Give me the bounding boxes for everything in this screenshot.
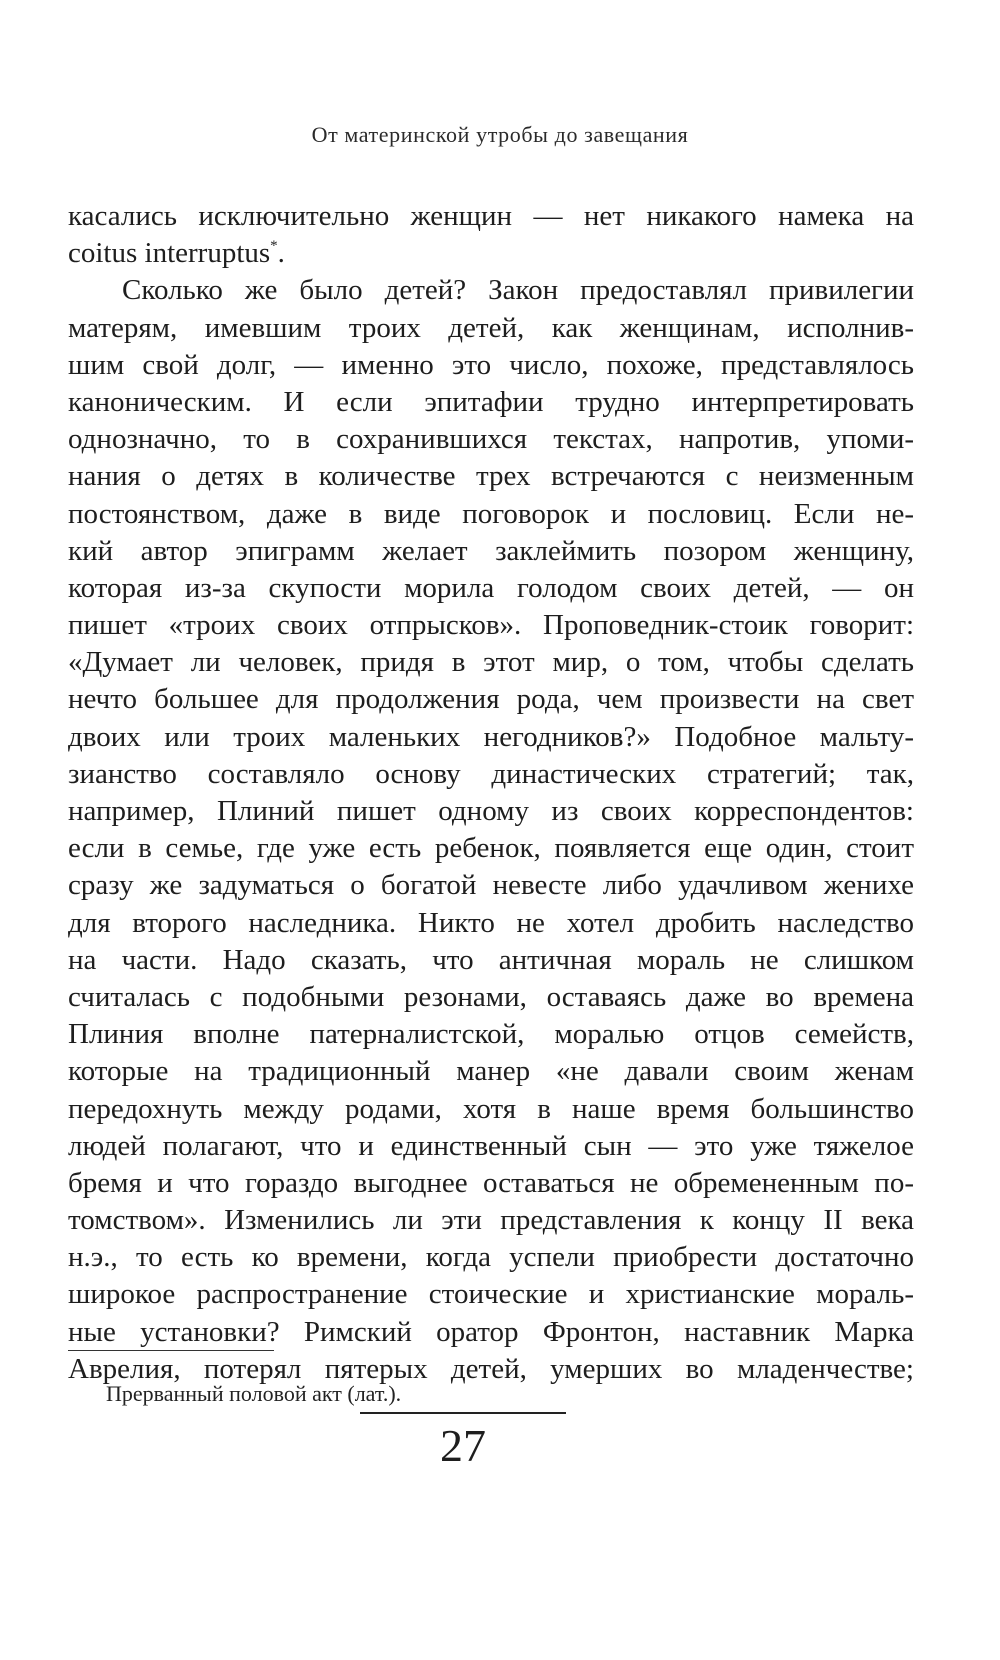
text-line: томством». Изменились ли эти представления к концу II века	[68, 1204, 914, 1237]
footnote-reference-marker[interactable]: *	[270, 238, 278, 255]
text-line: касались исключительно женщин — нет никакого намека на	[68, 200, 914, 232]
text-line: однозначно, то в сохранившихся текстах, напротив, упоми-	[68, 423, 914, 456]
text-line: пишет «троих своих отпрысков». Проповедник-стоик говорит:	[68, 609, 914, 642]
footnote-separator-rule	[68, 1350, 274, 1351]
text-line: шим свой долг, — именно это число, похоже, представлялось	[68, 348, 914, 381]
text-line: зианство составляло основу династических стратегий; так,	[68, 757, 914, 790]
text-line: сразу же задуматься о богатой невесте либо удачливом женихе	[68, 869, 914, 902]
line-end-punctuation: .	[277, 237, 285, 270]
text-line: если в семье, где уже есть ребенок, появляется еще один, стоит	[68, 832, 914, 865]
text-line: например, Плиний пишет одному из своих корреспондентов:	[68, 795, 914, 827]
text-line: каноническим. И если эпитафии трудно интерпретировать	[68, 385, 914, 418]
text-line: на части. Надо сказать, что античная мораль не слишком	[68, 943, 914, 976]
text-line: считалась с подобными резонами, оставаясь даже во времена	[68, 980, 914, 1013]
text-line: которая из-за скупости морила голодом своих детей, — он	[68, 571, 914, 604]
text-line: нечто большее для продолжения рода, чем произвести на свет	[68, 683, 914, 716]
latin-phrase: coitus interruptus	[68, 237, 271, 270]
page-number: 27	[440, 1420, 486, 1471]
text-line: которые на традиционный манер «не давали своим женам	[68, 1055, 914, 1088]
text-line: Плиния вполне патерналистской, моралью отцов семейств,	[68, 1018, 914, 1051]
text-line: передохнуть между родами, хотя в наше время большинство	[68, 1092, 914, 1125]
text-line: ные установки? Римский оратор Фронтон, наставник Марка	[68, 1315, 914, 1348]
text-line: кий автор эпиграмм желает заклеймить позором женщину,	[68, 534, 914, 567]
text-line: бремя и что гораздо выгоднее оставаться не обремененным по-	[68, 1166, 914, 1199]
running-head: От материнской утробы до завещания	[311, 122, 689, 147]
text-line: людей полагают, что и единственный сын — это уже тяжелое	[68, 1129, 914, 1162]
text-line: двоих или троих маленьких негодников?» Подобное мальту-	[68, 720, 914, 753]
text-line: нания о детях в количестве трех встречаются с неизменным	[68, 460, 914, 493]
text-line: н.э., то есть ко времени, когда успели приобрести достаточно	[68, 1241, 914, 1274]
text-line: Аврелия, потерял пятерых детей, умерших во младенчестве;	[68, 1352, 914, 1385]
text-line: «Думает ли человек, придя в этот мир, о том, чтобы сделать	[68, 646, 914, 679]
text-line: для второго наследника. Никто не хотел дробить наследство	[68, 906, 914, 939]
text-line: широкое распространение стоические и христианские мораль-	[68, 1278, 914, 1311]
text-line: постоянством, даже в виде поговорок и пословиц. Если не-	[68, 497, 914, 530]
footnote-text: Прерванный половой акт (лат.).	[106, 1381, 402, 1406]
text-line: Сколько же было детей? Закон предоставлял привилегии	[122, 274, 914, 307]
text-line-with-footnote-ref	[68, 235, 914, 272]
folio-rule	[360, 1412, 566, 1414]
body-text	[68, 198, 914, 1388]
text-line: матерям, имевшим троих детей, как женщинам, исполнив-	[68, 311, 914, 344]
